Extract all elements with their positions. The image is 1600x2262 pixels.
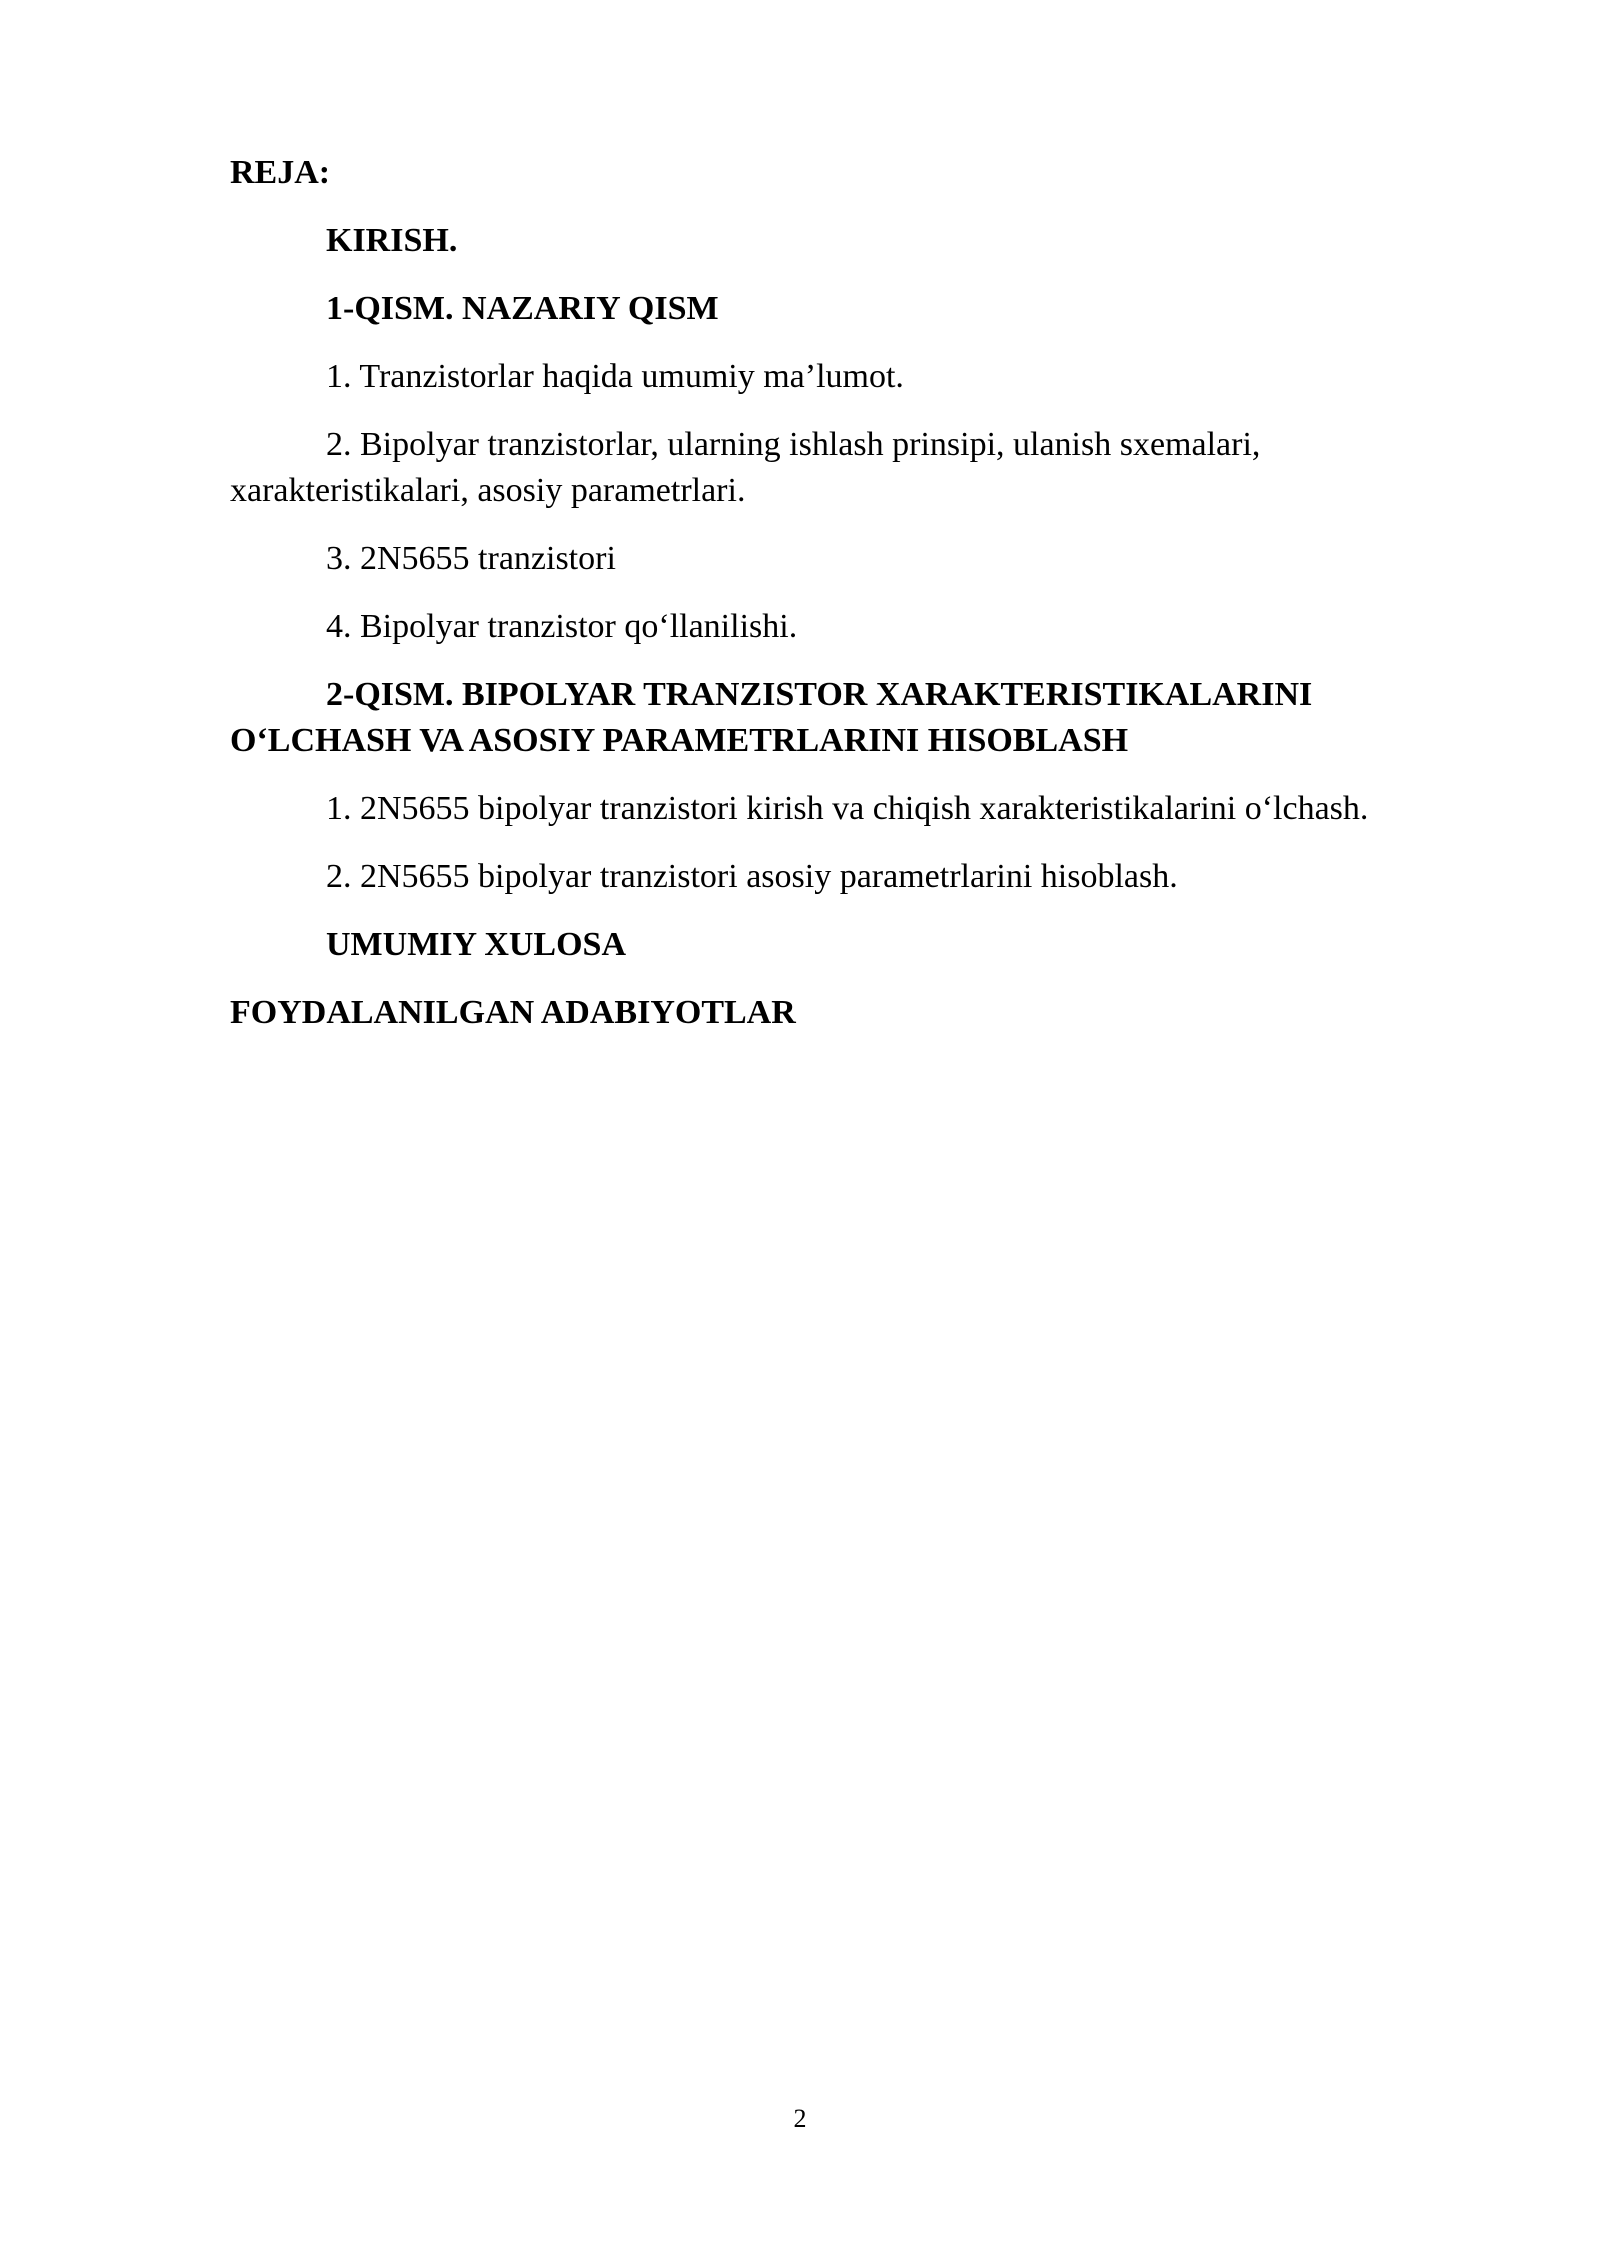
plan-title: REJA: (230, 154, 331, 191)
page-number: 2 (793, 2104, 807, 2133)
toc-item-part-2: 2-QISM. BIPOLYAR TRANZISTOR XARAKTERISTIKALARINI O‘LCHASH VA ASOSIY PARAMETRLARINI HISOBLASH (230, 676, 1313, 759)
toc-item-references: FOYDALANILGAN ADABIYOTLAR (230, 994, 796, 1031)
toc-item-1-2: 2. Bipolyar tranzistorlar, ularning ishlash prinsipi, ulanish sxemalari, xarakteristikalari, asosiy parametrlari. (230, 426, 1261, 509)
toc-item-1-1: 1. Tranzistorlar haqida umumiy ma’lumot. (326, 358, 904, 395)
table-of-contents (230, 150, 1480, 1058)
toc-item-2-1: 1. 2N5655 bipolyar tranzistori kirish va chiqish xarakteristikalarini o‘lchash. (326, 790, 1369, 827)
toc-item-part-1: 1-QISM. NAZARIY QISM (326, 290, 719, 327)
toc-item-1-3: 3. 2N5655 tranzistori (326, 540, 616, 577)
toc-item-introduction: KIRISH. (326, 222, 458, 259)
toc-item-1-4: 4. Bipolyar tranzistor qo‘llanilishi. (326, 608, 798, 645)
toc-item-conclusion: UMUMIY XULOSA (326, 926, 627, 963)
toc-item-2-2: 2. 2N5655 bipolyar tranzistori asosiy parametrlarini hisoblash. (326, 858, 1178, 895)
